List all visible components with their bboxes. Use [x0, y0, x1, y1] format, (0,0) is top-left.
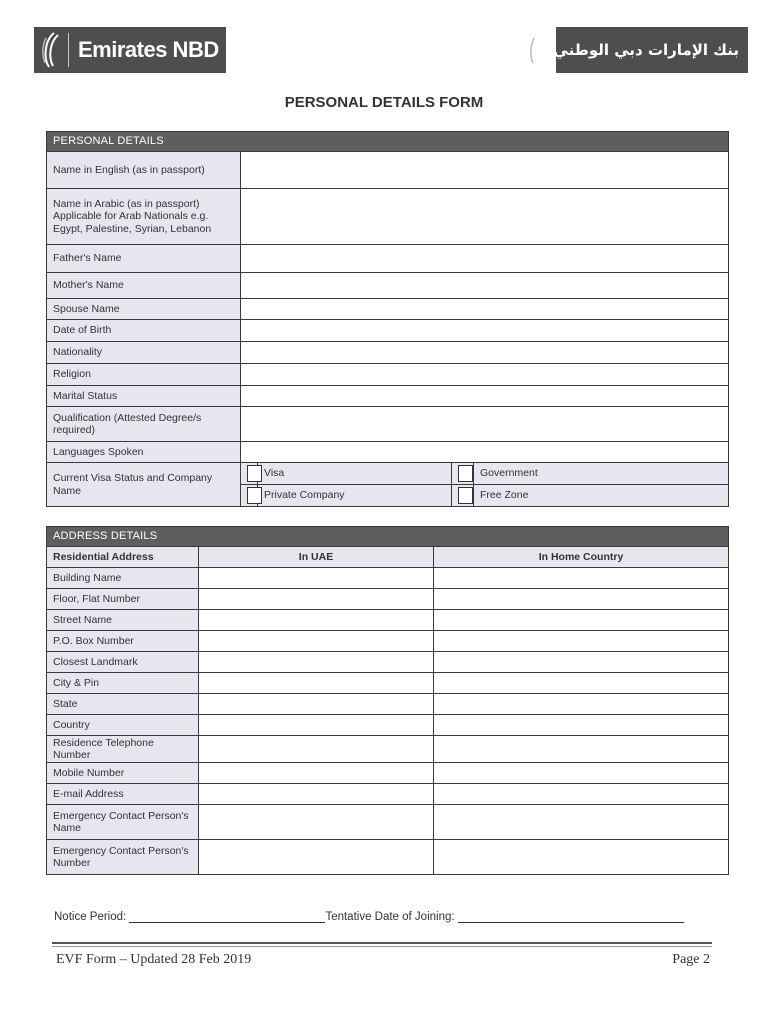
form-row	[47, 364, 729, 386]
field-label: Floor, Flat Number	[47, 589, 199, 610]
joining-date-label: Tentative Date of Joining:	[325, 911, 455, 923]
field-label: Mother's Name	[47, 273, 241, 299]
field-label: Marital Status	[47, 386, 241, 407]
address-row	[47, 715, 729, 736]
field-label: Residence Telephone Number	[47, 736, 199, 763]
government-checkbox[interactable]	[458, 465, 473, 482]
field-label: E-mail Address	[47, 784, 199, 805]
uae-field[interactable]	[199, 805, 434, 840]
form-row	[47, 273, 729, 299]
home-country-field[interactable]	[434, 631, 729, 652]
address-row	[47, 736, 729, 763]
form-title: PERSONAL DETAILS FORM	[284, 94, 484, 111]
home-country-field[interactable]	[434, 736, 729, 763]
address-row	[47, 652, 729, 673]
option-label: Free Zone	[474, 485, 729, 507]
form-row	[47, 442, 729, 463]
option-label: Government	[474, 463, 729, 485]
field-label: Nationality	[47, 342, 241, 364]
column-header: In UAE	[199, 547, 434, 568]
column-header-row	[47, 547, 729, 568]
home-country-field[interactable]	[434, 673, 729, 694]
section-title: PERSONAL DETAILS	[47, 132, 729, 152]
qualification-field[interactable]	[241, 407, 729, 442]
uae-field[interactable]	[199, 568, 434, 589]
visa-checkbox-cell	[241, 463, 258, 485]
home-country-field[interactable]	[434, 763, 729, 784]
field-label: Qualification (Attested Degree/s required)	[47, 407, 241, 442]
government-checkbox-cell	[452, 463, 474, 485]
address-row	[47, 568, 729, 589]
field-label: Building Name	[47, 568, 199, 589]
emirates-nbd-emblem-icon	[34, 27, 68, 73]
date-of-birth-field[interactable]	[241, 320, 729, 342]
address-row	[47, 805, 729, 840]
footer-page-number: Page 2	[672, 952, 710, 967]
free-zone-checkbox[interactable]	[458, 487, 473, 504]
visa-row	[47, 463, 729, 485]
emirates-nbd-emblem-icon	[525, 27, 553, 73]
notice-period-label: Notice Period:	[54, 911, 127, 923]
column-header: In Home Country	[434, 547, 729, 568]
logo-text: Emirates NBD	[78, 37, 219, 62]
private-company-checkbox-cell	[241, 485, 258, 507]
uae-field[interactable]	[199, 610, 434, 631]
uae-field[interactable]	[199, 763, 434, 784]
joining-date-field[interactable]	[458, 910, 684, 923]
personal-details-header	[47, 132, 729, 152]
column-header: Residential Address	[47, 547, 199, 568]
form-row	[47, 189, 729, 245]
field-label: Name in English (as in passport)	[47, 152, 241, 189]
section-title: ADDRESS DETAILS	[47, 527, 729, 547]
address-row	[47, 694, 729, 715]
father-name-field[interactable]	[241, 245, 729, 273]
field-label: Emergency Contact Person's Name	[47, 805, 199, 840]
private-company-checkbox[interactable]	[247, 487, 262, 504]
notice-period-field[interactable]	[129, 910, 325, 923]
uae-field[interactable]	[199, 652, 434, 673]
uae-field[interactable]	[199, 715, 434, 736]
nationality-field[interactable]	[241, 342, 729, 364]
notice-period-section	[54, 910, 684, 923]
emirates-nbd-logo-english	[34, 27, 226, 73]
field-label: Father's Name	[47, 245, 241, 273]
uae-field[interactable]	[199, 840, 434, 875]
home-country-field[interactable]	[434, 840, 729, 875]
footer-divider-thin	[52, 946, 712, 947]
religion-field[interactable]	[241, 364, 729, 386]
logo-text-arabic: بنك الإمارات دبي الوطني	[553, 41, 739, 59]
home-country-field[interactable]	[434, 805, 729, 840]
address-row	[47, 763, 729, 784]
home-country-field[interactable]	[434, 568, 729, 589]
home-country-field[interactable]	[434, 715, 729, 736]
uae-field[interactable]	[199, 694, 434, 715]
address-row	[47, 784, 729, 805]
field-label: Country	[47, 715, 199, 736]
form-row	[47, 320, 729, 342]
field-label: City & Pin	[47, 673, 199, 694]
field-label: Date of Birth	[47, 320, 241, 342]
field-label: Religion	[47, 364, 241, 386]
uae-field[interactable]	[199, 631, 434, 652]
marital-status-field[interactable]	[241, 386, 729, 407]
form-row	[47, 299, 729, 320]
name-arabic-field[interactable]	[241, 189, 729, 245]
home-country-field[interactable]	[434, 652, 729, 673]
field-label: Name in Arabic (as in passport) Applicable for Arab Nationals e.g. Egypt, Palestine, Syrian, Lebanon	[47, 189, 241, 245]
address-details-header	[47, 527, 729, 547]
uae-field[interactable]	[199, 673, 434, 694]
form-row	[47, 407, 729, 442]
address-row	[47, 673, 729, 694]
home-country-field[interactable]	[434, 784, 729, 805]
field-label: Current Visa Status and Company Name	[47, 463, 241, 507]
form-row	[47, 386, 729, 407]
field-label: State	[47, 694, 199, 715]
field-label: Street Name	[47, 610, 199, 631]
visa-checkbox[interactable]	[247, 465, 262, 482]
home-country-field[interactable]	[434, 610, 729, 631]
field-label: Spouse Name	[47, 299, 241, 320]
name-english-field[interactable]	[241, 152, 729, 189]
free-zone-checkbox-cell	[452, 485, 474, 507]
personal-details-table	[46, 131, 729, 507]
option-label: Private Company	[258, 485, 452, 507]
form-row	[47, 245, 729, 273]
field-label: Mobile Number	[47, 763, 199, 784]
address-details-table	[46, 526, 729, 875]
address-row	[47, 610, 729, 631]
field-label: Languages Spoken	[47, 442, 241, 463]
uae-field[interactable]	[199, 589, 434, 610]
field-label: Closest Landmark	[47, 652, 199, 673]
home-country-field[interactable]	[434, 589, 729, 610]
form-row	[47, 152, 729, 189]
uae-field[interactable]	[199, 784, 434, 805]
option-label: Visa	[258, 463, 452, 485]
spouse-name-field[interactable]	[241, 299, 729, 320]
address-row	[47, 631, 729, 652]
emirates-nbd-logo-arabic	[553, 27, 748, 73]
address-row	[47, 589, 729, 610]
field-label: Emergency Contact Person's Number	[47, 840, 199, 875]
form-row	[47, 342, 729, 364]
address-row	[47, 840, 729, 875]
uae-field[interactable]	[199, 736, 434, 763]
footer-divider	[52, 942, 712, 944]
mother-name-field[interactable]	[241, 273, 729, 299]
home-country-field[interactable]	[434, 694, 729, 715]
languages-field[interactable]	[241, 442, 729, 463]
field-label: P.O. Box Number	[47, 631, 199, 652]
footer-form-version: EVF Form – Updated 28 Feb 2019	[56, 952, 252, 967]
